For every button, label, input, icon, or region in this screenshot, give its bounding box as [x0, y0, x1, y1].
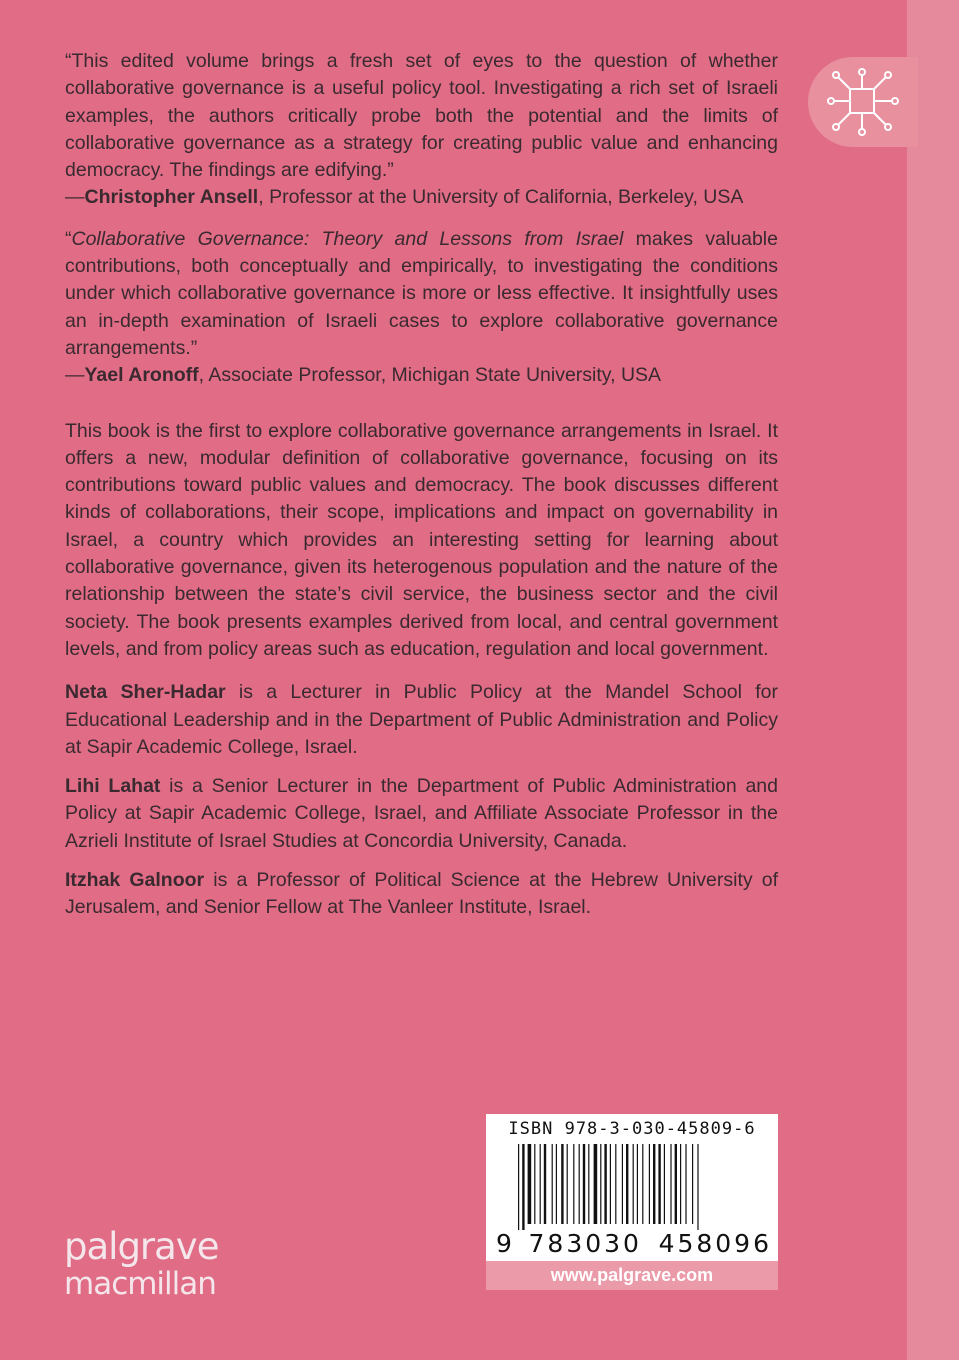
review-2-attribution: [65, 362, 778, 389]
review-2-affiliation: , Associate Professor, Michigan State University, USA: [198, 364, 662, 387]
author-text-2: is a Senior Lecturer in the Department of Public Administration and Policy at Sapir Academic College, Israel, and Affiliate Associate Professor in the Azrieli Institute of Israel Studies at Concordia University, Canada.: [65, 775, 778, 852]
review-1-quote: “This edited volume brings a fresh set of eyes to the question of whether collaborative governance is a useful policy tool. Investigating a rich set of Israeli examples, the authors critically probe both the potential and the limits of collaborative governance as a strategy for creating public value and enhancing democracy. The findings are edifying.”: [65, 50, 778, 182]
palgrave-network-icon: [826, 67, 900, 137]
barcode-digits: [496, 1229, 772, 1258]
author-name-1: Neta Sher-Hadar: [65, 681, 226, 704]
author-text-1: is a Lecturer in Public Policy at the Mandel School for Educational Leadership and in the Department of Public Administration and Policy at Sapir Academic College, Israel.: [65, 681, 778, 758]
review-2-dash: —: [65, 364, 85, 387]
review-1-name: Christopher Ansell: [84, 186, 259, 209]
palgrave-emblem: [808, 57, 918, 147]
publisher-line-2: macmillan: [64, 1266, 216, 1302]
author-bio-3: [65, 867, 778, 922]
isbn-barcode: [486, 1114, 778, 1261]
back-cover-text: [65, 48, 778, 922]
author-text-3: is a Professor of Political Science at the Hebrew University of Jerusalem, and Senior Fellow at The Vanleer Institute, Israel.: [65, 869, 778, 919]
book-description: This book is the first to explore collaborative governance arrangements in Israel. It offers a new, modular definition of collaborative governance, focusing on its contributions toward public values and democracy. The book discusses different kinds of collaborations, their scope, implications and impact on governability in Israel, a country which provides an interesting setting for learning about collaborative governance, given its heterogenous population and the nature of the relationship between the state’s civil service, the business sector and the civil society. The book presents examples derived from local, and central government levels, and from policy areas such as education, regulation and local government.: [65, 419, 778, 660]
review-1-affiliation: , Professor at the University of California, Berkeley, USA: [258, 186, 744, 209]
barcode-digits-left: 783030: [528, 1229, 642, 1258]
author-bio-2: [65, 773, 778, 855]
barcode-digits-right: 458096: [658, 1229, 772, 1258]
review-1-attribution: [65, 184, 778, 211]
publisher-logo: [64, 1227, 218, 1301]
review-2-quote-rest: makes valuable contributions, both conceptually and empirically, to investigating the conditions under which collaborative governance is more or less effective. It insightfully uses an in-depth examination of Israeli cases to explore collaborative governance arrangements.”: [65, 227, 778, 359]
review-2-quote: [65, 226, 778, 362]
barcode-bars: [518, 1144, 750, 1230]
author-name-2: Lihi Lahat: [65, 775, 161, 798]
review-2-book-title: Collaborative Governance: Theory and Lessons from Israel: [71, 227, 624, 250]
review-1-dash: —: [65, 186, 85, 209]
review-2-open-quote: “: [65, 227, 72, 250]
publisher-line-1: palgrave: [64, 1225, 219, 1268]
review-2-name: Yael Aronoff: [84, 364, 199, 387]
book-spine: [907, 0, 959, 1360]
author-bio-1: [65, 679, 778, 761]
author-name-3: Itzhak Galnoor: [65, 869, 205, 892]
publisher-url: www.palgrave.com: [486, 1261, 778, 1290]
barcode-digit-prefix: 9: [496, 1229, 512, 1258]
isbn-label: ISBN 978-3-030-45809-6: [508, 1119, 756, 1139]
